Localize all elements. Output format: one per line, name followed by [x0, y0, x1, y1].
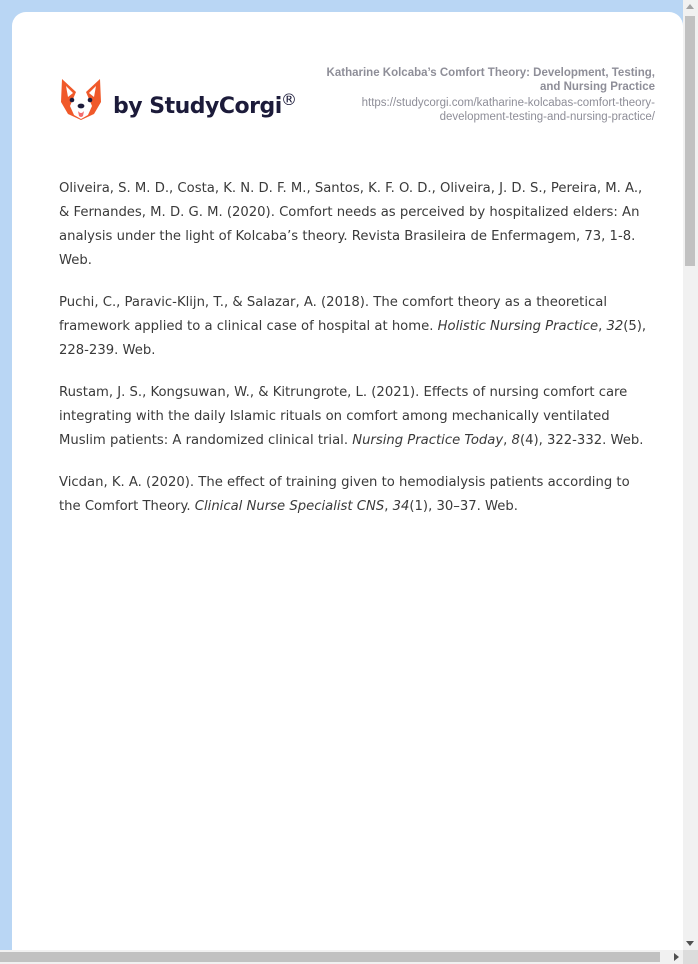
journal-title: Holistic Nursing Practice	[437, 319, 599, 334]
scroll-up-arrow-icon[interactable]	[686, 4, 694, 9]
document-title: Katharine Kolcaba’s Comfort Theory: Development, Testing, and Nursing Practice	[326, 67, 655, 93]
journal-volume: 8	[511, 433, 520, 448]
horizontal-scroll-thumb[interactable]	[0, 952, 660, 962]
scrollbar-corner	[683, 950, 698, 964]
scroll-down-arrow-icon[interactable]	[686, 941, 694, 946]
document-page	[12, 12, 683, 952]
reference-item	[59, 177, 655, 273]
vertical-scrollbar[interactable]	[683, 0, 698, 950]
registered-mark: ®	[281, 90, 297, 109]
journal-volume: 34	[392, 499, 410, 514]
corgi-logo-icon	[60, 76, 102, 122]
reference-text: Rustam, J. S., Kongsuwan, W., & Kitrungrote, L. (2021). Effects of nursing comfort care integrating with the daily Islamic rituals on comfort among mechanically ventilated Muslim patients: A randomized clinical trial.	[59, 385, 628, 448]
reference-separator: ,	[503, 433, 512, 448]
journal-title: Clinical Nurse Specialist CNS	[194, 499, 385, 514]
reference-text: Oliveira, S. M. D., Costa, K. N. D. F. M., Santos, K. F. O. D., Oliveira, J. D. S., Pereira, M. A., & Fernandes, M. D. G. M. (2020). Comfort needs as perceived by hospitalized elders: An analysis under the light of Kolcaba’s theory. Revista Brasileira de Enfermagem, 73, 1-8. Web.	[59, 181, 643, 268]
journal-title: Nursing Practice Today	[352, 433, 504, 448]
journal-volume: 32	[606, 319, 624, 334]
reference-separator: ,	[384, 499, 393, 514]
document-url[interactable]: https://studycorgi.com/katharine-kolcabas-comfort-theory-development-testing-and-nursing-practice/	[361, 97, 655, 123]
reference-separator: ,	[598, 319, 607, 334]
scroll-right-arrow-icon[interactable]	[674, 953, 679, 961]
reference-item	[59, 291, 655, 363]
reference-item	[59, 381, 655, 453]
reference-pages: (4), 322-332. Web.	[519, 433, 644, 448]
reference-pages: (5), 228-239. Web.	[59, 319, 647, 358]
reference-list	[59, 177, 655, 537]
reference-item	[59, 471, 655, 519]
horizontal-scrollbar[interactable]	[0, 950, 683, 964]
vertical-scroll-thumb[interactable]	[685, 16, 695, 266]
reference-text: Puchi, C., Paravic-Klijn, T., & Salazar, A. (2018). The comfort theory as a theoretical framework applied to a clinical case of hospital at home.	[59, 295, 607, 334]
reference-text: Vicdan, K. A. (2020). The effect of training given to hemodialysis patients according to the Comfort Theory.	[59, 475, 630, 514]
reference-pages: (1), 30–37. Web.	[409, 499, 518, 514]
brand-name[interactable]: by StudyCorgi	[113, 94, 282, 119]
